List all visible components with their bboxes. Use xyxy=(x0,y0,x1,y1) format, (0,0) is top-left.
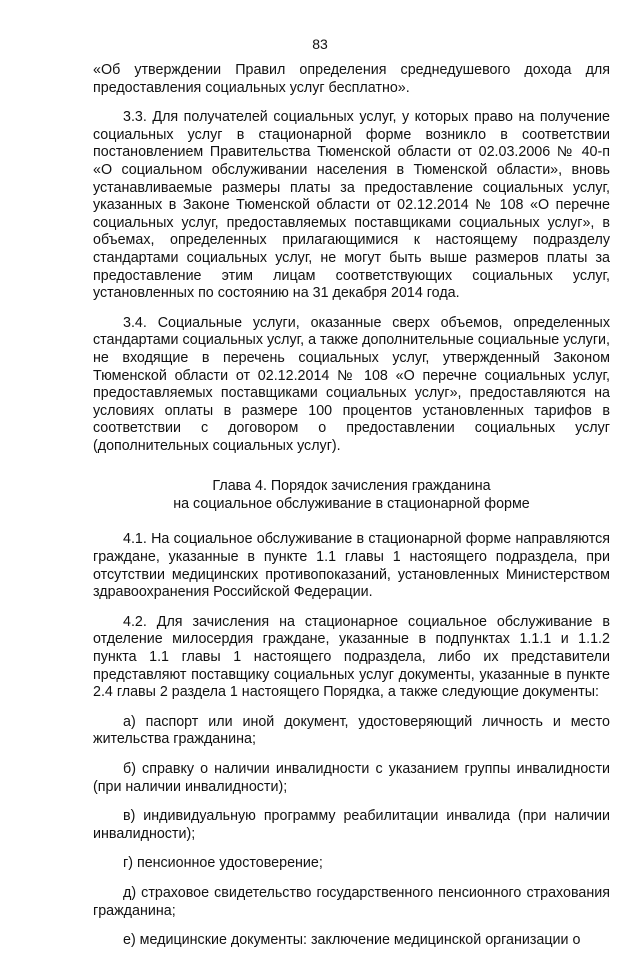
list-item-d: д) страховое свидетельство государственного пенсионного страхования гражданина; xyxy=(93,884,610,919)
list-item-e: е) медицинские документы: заключение медицинской организации о xyxy=(123,932,581,949)
chapter-heading-line-1: Глава 4. Порядок зачисления гражданина xyxy=(212,478,491,495)
document-body xyxy=(93,62,610,962)
paragraph-3-4: 3.4. Социальные услуги, оказанные сверх объемов, определенных стандартами социальных услуг, а также дополнительные социальные услуги, не входящие в перечень социальных услуг, утвержденный Законом Тюменской области от 02.12.2014 № 108 «О перечне социальных услуг, предоставляемых поставщиками социальных услуг», предоставляются на условиях оплаты в размере 100 процентов установленных тарифов в соответствии с договором о предоставлении социальных услуг (дополнительных социальных услуг). xyxy=(93,314,610,454)
list-item-g: г) пенсионное удостоверение; xyxy=(123,855,323,872)
list-item-v: в) индивидуальную программу реабилитации инвалида (при наличии инвалидности); xyxy=(93,808,610,842)
chapter-heading-line-2: на социальное обслуживание в стационарной форме xyxy=(173,496,530,513)
paragraph-4-2: 4.2. Для зачисления на стационарное социальное обслуживание в отделение милосердия граждане, указанные в подпунктах 1.1.1 и 1.1.2 пункта 1.1 главы 1 настоящего подраздела, либо их представители представляют поставщику социальных услуг документы, указанные в пункте 2.4 главы 2 раздела 1 настоящего Порядка, а также следующие документы: xyxy=(93,613,610,701)
list-item-a: а) паспорт или иной документ, удостоверяющий личность и место жительства гражданина; xyxy=(93,713,610,748)
list-item-b: б) справку о наличии инвалидности с указанием группы инвалидности (при наличии инвалидности); xyxy=(93,761,610,795)
page-number: 83 xyxy=(312,36,328,52)
paragraph-4-1: 4.1. На социальное обслуживание в стационарной форме направляются граждане, указанные в пункте 1.1 главы 1 настоящего подраздела, при отсутствии медицинских противопоказаний, установленных Министерством здравоохранения Российской Федерации. xyxy=(93,531,610,601)
paragraph-continuation: «Об утверждении Правил определения среднедушевого дохода для предоставления социальных услуг бесплатно». xyxy=(93,62,610,96)
paragraph-3-3: 3.3. Для получателей социальных услуг, у которых право на получение социальных услуг в стационарной форме возникло в соответствии постановлением Правительства Тюменской области от 02.03.2006 № 40-п «О социальном обслуживании населения в Тюменской области», вновь устанавливаемые размеры платы за предоставление социальных услуг, указанных в Законе Тюменской области от 02.12.2014 № 108 «О перечне социальных услуг, предоставляемых поставщиками социальных услуг», в объемах, определенных прилагающимися к настоящему подразделу стандартами социальных услуг, не могут быть выше размеров платы за предоставление этим лицам соответствующих социальных услуг, установленных по состоянию на 31 декабря 2014 года. xyxy=(93,109,610,302)
chapter-heading xyxy=(93,477,610,513)
